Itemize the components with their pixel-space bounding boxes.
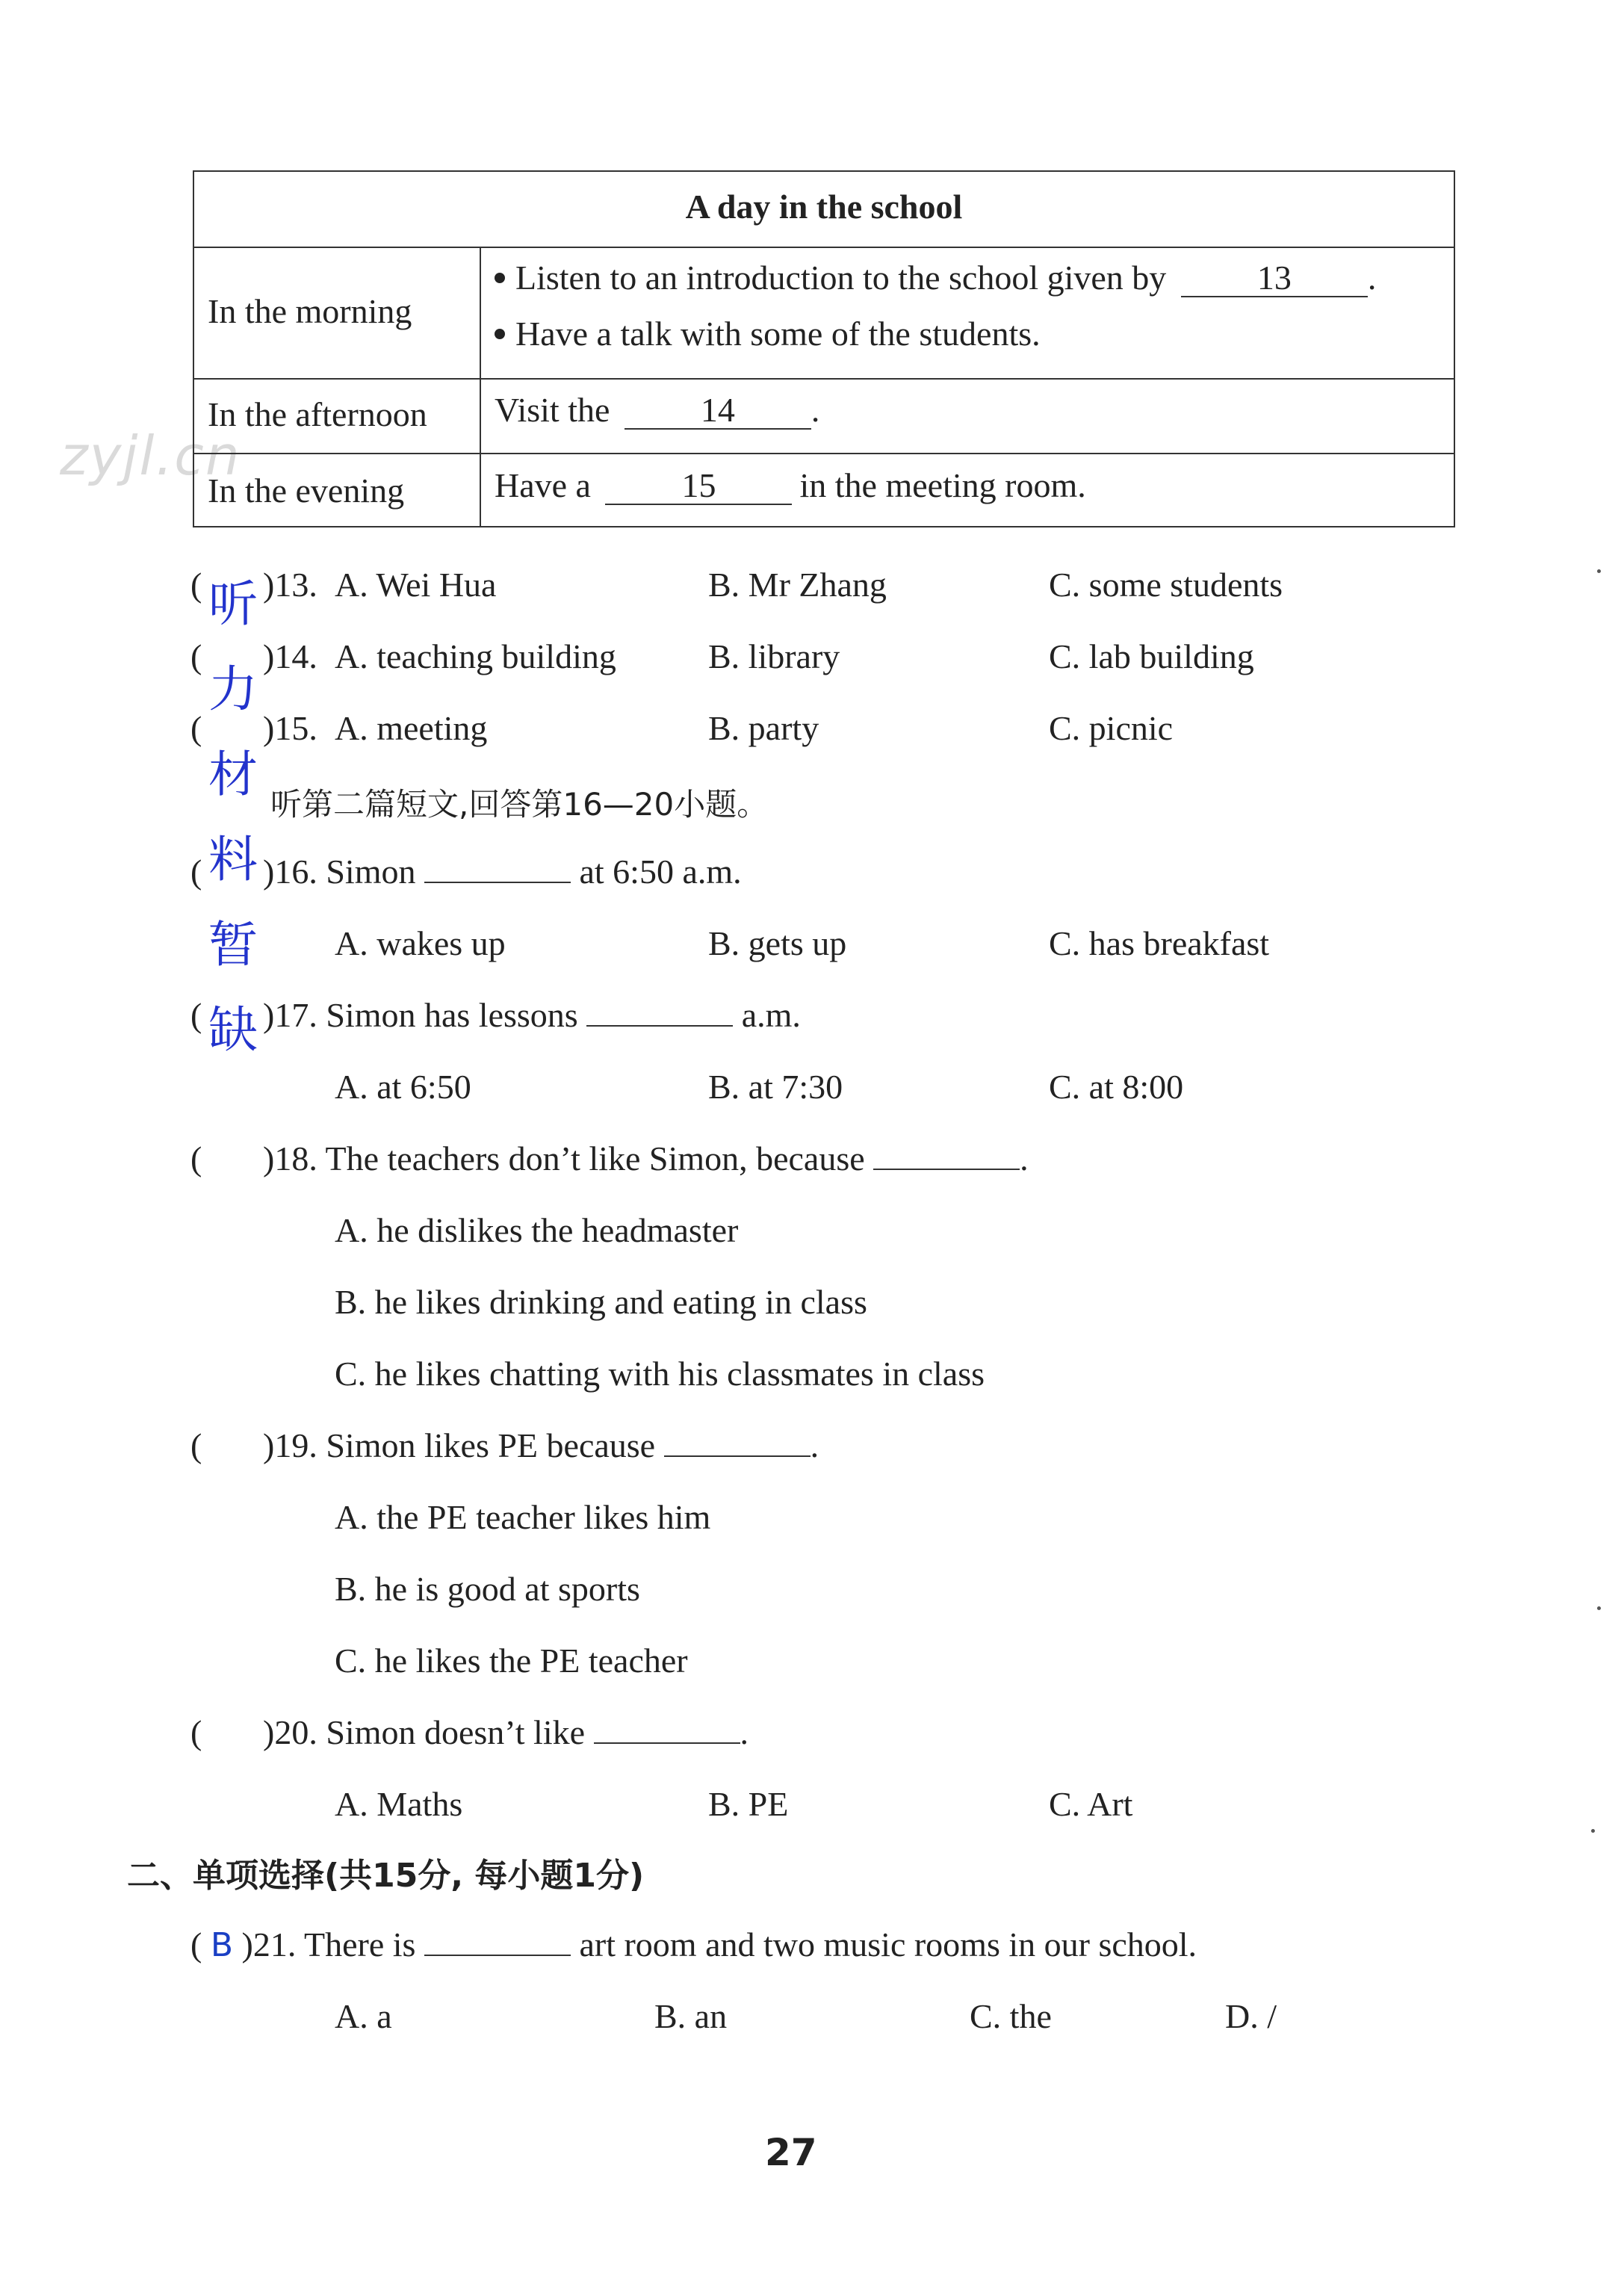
q17-option-b: B. at 7:30 bbox=[708, 1068, 843, 1106]
note-char: 听 bbox=[208, 575, 258, 633]
answer-paren-close: ) bbox=[263, 1713, 275, 1751]
answer-blank bbox=[664, 1455, 811, 1457]
question-text-end: a.m. bbox=[741, 996, 801, 1034]
question-13 bbox=[263, 565, 317, 604]
question-text: Simon has lessons bbox=[326, 996, 578, 1034]
answer-paren-close: ) bbox=[263, 709, 275, 747]
q14-option-a: A. teaching building bbox=[335, 637, 616, 675]
answer-paren-close: ) bbox=[263, 1139, 275, 1178]
q19-option-b: B. he is good at sports bbox=[335, 1570, 640, 1608]
activity-text: Visit the bbox=[495, 391, 610, 429]
question-number: 16. bbox=[274, 852, 317, 891]
q18-option-c: C. he likes chatting with his classmates in class bbox=[335, 1355, 985, 1393]
answer-blank bbox=[424, 1955, 571, 1956]
note-char: 缺 bbox=[208, 1001, 258, 1059]
question-14 bbox=[263, 637, 317, 676]
table-rule bbox=[194, 378, 1454, 380]
q20-option-b: B. PE bbox=[708, 1785, 789, 1823]
missing-audio-note bbox=[203, 562, 263, 1073]
table-rule bbox=[194, 247, 1454, 248]
answer-paren-open: ( bbox=[190, 1713, 202, 1751]
passage-2-instruction: 听第二篇短文,回答第16—20小题。 bbox=[270, 786, 769, 823]
item-text: Have a talk with some of the students. bbox=[515, 315, 1041, 353]
section-2-title: 二、单项选择(共15分, 每小题1分) bbox=[127, 1857, 645, 1895]
question-number: 15. bbox=[274, 709, 317, 747]
question-16 bbox=[263, 852, 742, 891]
question-number: 13. bbox=[274, 566, 317, 604]
note-char: 力 bbox=[208, 660, 258, 718]
q18-option-a: A. he dislikes the headmaster bbox=[335, 1211, 739, 1249]
answer-paren-close: ) bbox=[263, 996, 275, 1034]
blank-14: 14 bbox=[625, 392, 811, 430]
q13-option-a: A. Wei Hua bbox=[335, 566, 497, 604]
question-text: Simon doesn’t like bbox=[326, 1713, 586, 1751]
question-21 bbox=[190, 1925, 1197, 1964]
q15-option-c: C. picnic bbox=[1049, 709, 1174, 747]
answer-paren-close: ) bbox=[263, 852, 275, 891]
schedule-table bbox=[193, 170, 1455, 527]
blank-13: 13 bbox=[1181, 260, 1368, 297]
afternoon-activity bbox=[495, 390, 819, 430]
q21-option-d: D. / bbox=[1225, 1997, 1277, 2035]
q21-option-a: A. a bbox=[335, 1997, 392, 2035]
question-number: 21. bbox=[252, 1925, 297, 1964]
q14-option-c: C. lab building bbox=[1049, 637, 1254, 675]
answer-paren-close: ) bbox=[263, 637, 275, 675]
question-17 bbox=[263, 995, 801, 1035]
answer-paren-open: ( bbox=[190, 852, 202, 891]
activity-end: . bbox=[811, 391, 820, 429]
item-text: Listen to an introduction to the school given by bbox=[515, 259, 1167, 297]
scan-speck bbox=[1597, 569, 1601, 573]
note-char: 料 bbox=[208, 831, 258, 888]
question-number: 14. bbox=[274, 637, 317, 675]
activity-end: in the meeting room. bbox=[799, 466, 1086, 504]
answer-paren-open: ( bbox=[190, 996, 202, 1034]
row-label-morning: In the morning bbox=[208, 292, 412, 330]
q18-option-b: B. he likes drinking and eating in class bbox=[335, 1283, 867, 1321]
question-text-end: at 6:50 a.m. bbox=[579, 852, 742, 891]
q21-option-b: B. an bbox=[654, 1997, 728, 2035]
scan-speck bbox=[1591, 1829, 1595, 1833]
scan-speck bbox=[1597, 1606, 1601, 1610]
question-19 bbox=[263, 1426, 819, 1465]
q13-option-c: C. some students bbox=[1049, 566, 1283, 604]
answer-paren-open: ( bbox=[190, 1426, 202, 1464]
question-text-end: art room and two music rooms in our school. bbox=[579, 1925, 1197, 1964]
q16-option-c: C. has breakfast bbox=[1049, 924, 1270, 962]
answer-paren-open: ( bbox=[190, 637, 202, 675]
q16-option-a: A. wakes up bbox=[335, 924, 506, 962]
handwritten-answer: B bbox=[210, 1926, 234, 1964]
activity-text: Have a bbox=[495, 466, 591, 504]
question-text: There is bbox=[304, 1925, 416, 1964]
answer-paren-close: ) bbox=[263, 1426, 275, 1464]
q17-option-a: A. at 6:50 bbox=[335, 1068, 471, 1106]
q15-option-a: A. meeting bbox=[335, 709, 488, 747]
morning-item-1 bbox=[495, 258, 1376, 297]
table-title: A day in the school bbox=[685, 188, 963, 226]
table-column-rule bbox=[480, 247, 481, 526]
question-text: Simon bbox=[326, 852, 416, 891]
bullet-icon bbox=[495, 273, 505, 283]
q15-option-b: B. party bbox=[708, 709, 819, 747]
answer-paren-close: ) bbox=[263, 566, 275, 604]
answer-paren-close: ) bbox=[241, 1925, 253, 1964]
question-number: 19. bbox=[274, 1426, 317, 1464]
q21-option-c: C. the bbox=[970, 1997, 1052, 2035]
q17-option-c: C. at 8:00 bbox=[1049, 1068, 1184, 1106]
question-number: 20. bbox=[274, 1713, 317, 1751]
question-20 bbox=[263, 1712, 749, 1752]
answer-paren-open: ( bbox=[190, 709, 202, 747]
question-number: 18. bbox=[274, 1139, 317, 1178]
answer-blank bbox=[594, 1742, 740, 1744]
row-label-afternoon: In the afternoon bbox=[208, 395, 427, 433]
answer-paren-open: ( bbox=[190, 1139, 202, 1178]
page-number: 27 bbox=[765, 2131, 817, 2174]
answer-blank bbox=[586, 1025, 733, 1027]
question-text-end: . bbox=[740, 1713, 749, 1751]
question-text-end: . bbox=[1020, 1139, 1029, 1178]
answer-paren-open: ( bbox=[190, 566, 202, 604]
question-18 bbox=[263, 1139, 1029, 1178]
answer-blank bbox=[424, 882, 571, 883]
item-end: . bbox=[1367, 259, 1377, 297]
q16-option-b: B. gets up bbox=[708, 924, 847, 962]
evening-activity bbox=[495, 465, 1086, 505]
q19-option-c: C. he likes the PE teacher bbox=[335, 1641, 688, 1680]
question-15 bbox=[263, 708, 317, 748]
note-char: 暂 bbox=[208, 916, 258, 974]
blank-15: 15 bbox=[605, 468, 792, 505]
question-text-end: . bbox=[810, 1426, 819, 1464]
q19-option-a: A. the PE teacher likes him bbox=[335, 1498, 711, 1536]
answer-blank bbox=[873, 1169, 1020, 1170]
question-number: 17. bbox=[274, 996, 317, 1034]
bullet-icon bbox=[495, 329, 505, 339]
answer-paren-open: ( bbox=[190, 1925, 202, 1964]
question-text: The teachers don’t like Simon, because bbox=[325, 1139, 865, 1178]
row-label-evening: In the evening bbox=[208, 471, 405, 510]
note-char: 材 bbox=[208, 746, 258, 803]
table-rule bbox=[194, 453, 1454, 454]
question-text: Simon likes PE because bbox=[326, 1426, 656, 1464]
q20-option-a: A. Maths bbox=[335, 1785, 463, 1823]
q20-option-c: C. Art bbox=[1049, 1785, 1133, 1823]
watermark: zyjl.cn bbox=[60, 424, 241, 487]
q14-option-b: B. library bbox=[708, 637, 840, 675]
morning-item-2 bbox=[495, 314, 1041, 353]
q13-option-b: B. Mr Zhang bbox=[708, 566, 887, 604]
